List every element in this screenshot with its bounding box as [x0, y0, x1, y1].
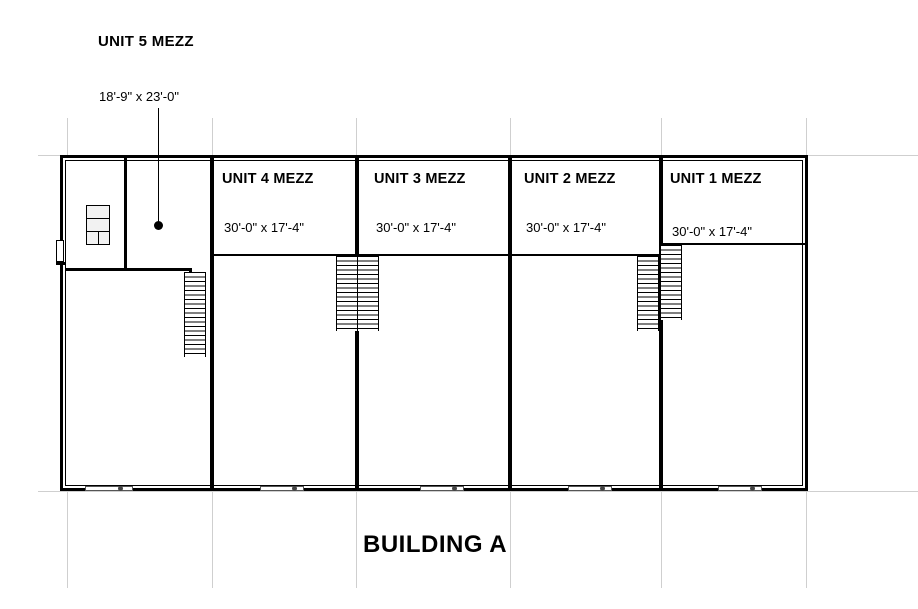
building-title: BUILDING A: [363, 531, 508, 558]
door-swing-dot-unit5: [118, 486, 123, 491]
demising-wall-unit3-unit2: [508, 157, 512, 489]
door-swing-dot-unit3: [452, 486, 457, 491]
demising-wall-unit2-unit1: [659, 157, 663, 489]
callout-leader-line: [158, 108, 159, 225]
unit5-equipment-box-line-1: [86, 218, 110, 219]
door-swing-dot-unit2: [600, 486, 605, 491]
unit-dimension-unit3: 30'-0" x 17'-4": [376, 220, 456, 235]
mezzanine-edge-unit4: [213, 254, 356, 256]
unit-label-unit4: UNIT 4 MEZZ: [222, 171, 314, 187]
callout-title-unit5: UNIT 5 MEZZ: [98, 33, 194, 50]
unit4-stair-run: [336, 256, 358, 331]
unit5-partition-horizontal: [66, 268, 192, 271]
door-opening-unit1: [718, 486, 762, 491]
unit2-stair-run: [637, 256, 659, 331]
callout-dimension-unit5: 18'-9" x 23'-0": [99, 89, 179, 104]
unit-dimension-unit2: 30'-0" x 17'-4": [526, 220, 606, 235]
unit-label-unit3: UNIT 3 MEZZ: [374, 171, 466, 187]
door-opening-unit2: [568, 486, 612, 491]
unit-label-unit1: UNIT 1 MEZZ: [670, 171, 762, 187]
unit5-small-fixture: [56, 240, 64, 262]
callout-leader-dot: [154, 221, 163, 230]
grid-line-horizontal-bottom: [38, 491, 918, 492]
door-opening-unit5: [85, 486, 133, 491]
mezzanine-edge-unit3: [358, 254, 509, 256]
unit5-equipment-box-line-3: [98, 231, 99, 245]
door-opening-unit3: [420, 486, 464, 491]
unit5-partition-vertical: [124, 158, 127, 270]
mezzanine-edge-unit1: [662, 243, 805, 245]
door-opening-unit4: [260, 486, 304, 491]
unit-label-unit2: UNIT 2 MEZZ: [524, 171, 616, 187]
unit3-stair-run: [357, 256, 379, 331]
door-swing-dot-unit1: [750, 486, 755, 491]
building-perimeter-inner-line: [65, 160, 803, 486]
unit-dimension-unit4: 30'-0" x 17'-4": [224, 220, 304, 235]
unit1-stair-run: [660, 245, 682, 320]
unit-dimension-unit1: 30'-0" x 17'-4": [672, 224, 752, 239]
demising-wall-unit5-unit4: [210, 157, 214, 489]
wall-stub-left: [56, 262, 65, 265]
unit5-stair-run: [184, 272, 206, 357]
door-swing-dot-unit4: [292, 486, 297, 491]
